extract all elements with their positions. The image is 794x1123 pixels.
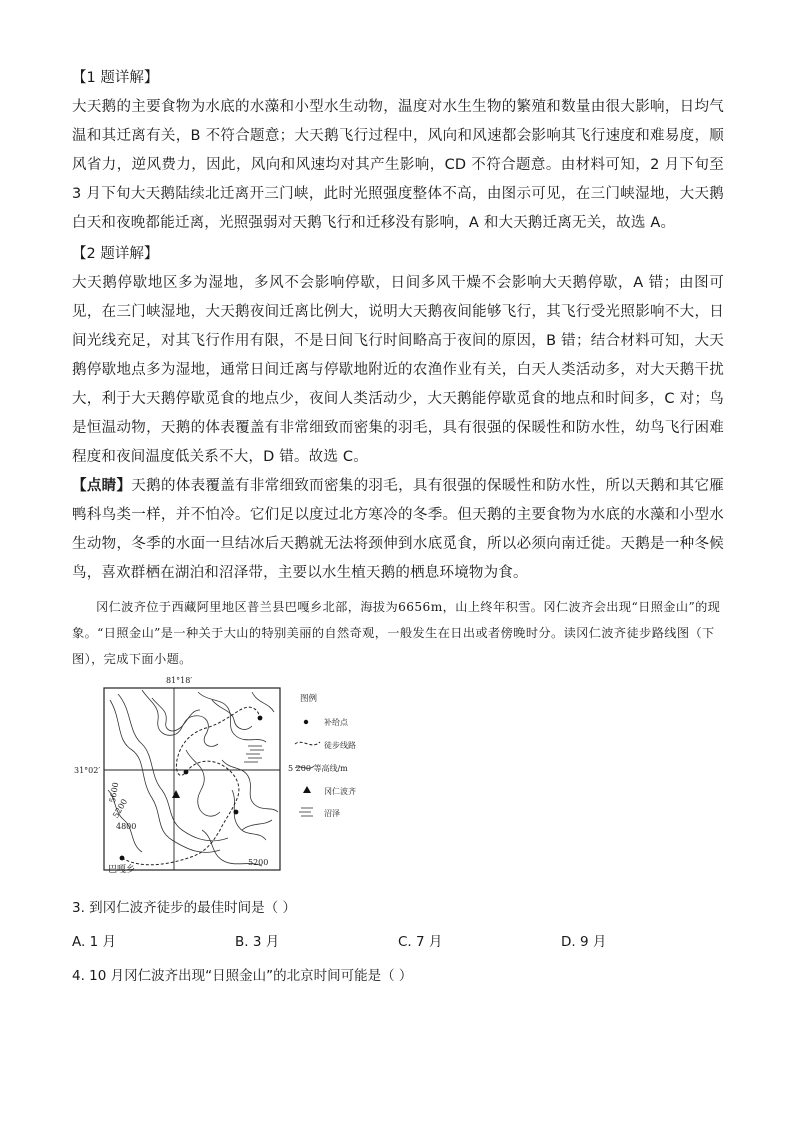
map-frame [104,688,280,870]
latitude-label: 31°02′ [74,766,101,775]
map-figure [102,680,402,888]
legend-label-supply: 补给点 [324,718,348,727]
legend-supply-symbol [304,720,308,724]
legend-label-marsh: 沼泽 [324,809,340,818]
longitude-label: 81°18′ [166,676,193,685]
legend-title: 图例 [300,694,318,704]
question-4-stem: 4. 10 月冈仁波齐出现“日照金山”的北京时间可能是（ ） [72,968,413,984]
question-intro: 冈仁波齐位于西藏阿里地区普兰县巴嘎乡北部，海拔为6656m，山上终年积雪。冈仁波齐会出现“日照金山”的现象。“日照金山”是一种关于大山的特别美丽的自然奇观，一般发生在日出或者傍晚时分。读冈仁波齐徒步路线图（下图），完成下面小题。 [72,600,721,666]
question-3-options [72,928,724,956]
section2-heading: 【2 题详解】 [72,246,159,262]
question-3-stem: 3. 到冈仁波齐徒步的最佳时间是（ ） [72,900,296,916]
option-c[interactable]: C. 7 月 [398,934,443,950]
option-a[interactable]: A. 1 月 [72,934,116,950]
tip-body: 天鹅的体表覆盖有非常细致而密集的羽毛，具有很强的保暖性和防水性，所以天鹅和其它雁鸭科鸟类一样，并不怕冷。它们足以度过北方寒冷的冬季。但天鹅的主要食物为水底的水藻和小型水生动物，冬季的水面一旦结冰后天鹅就无法将颈伸到水底觅食，所以必须向南迁徙。天鹅是一种冬候鸟，喜欢群栖在湖泊和沼泽带，主要以水生植天鹅的栖息环境物为食。 [72,478,724,581]
contour-label-5200-west: 5200 [111,797,130,820]
contour-label-4800: 4800 [116,822,137,831]
section2-body: 大天鹅停歇地区多为湿地，多风不会影响停歇，日间多风干燥不会影响大天鹅停歇，A 错；由图可见，在三门峡湿地，大天鹅夜间迁离比例大，说明大天鹅夜间能够飞行，其飞行受光照影响不大，日间光线充足，对其飞行作用有限，不是日间飞行时间略高于夜间的原因，B 错；结合材料可知，大天鹅停歇地点多为湿地，通常日间迁离与停歇地附近的农渔作业有关，白天人类活动多，对大天鹅干扰大，利于大天鹅停歇觅食的地点少，夜间人类活动少，大天鹅能停歇觅食的地点和时间多，C 对；鸟是恒温动物，天鹅的体表覆盖有非常细致而密集的羽毛，具有很强的保暖性和防水性，幼鸟飞行困难程度和夜间温度低关系不大，D 错。故选 C。 [72,275,724,465]
contour-label-5600: 5600 [107,781,121,804]
legend-peak-symbol [303,786,311,793]
legend-label-peak: 冈仁波齐 [324,787,356,796]
legend-label-contour: 5 200 等高线/m [288,764,348,773]
tip-paragraph [72,472,724,588]
place-label-baga: 巴嘎乡 [108,865,136,875]
option-b[interactable]: B. 3 月 [235,934,280,950]
tip-label: 【点睛】 [72,478,132,494]
section1-heading: 【1 题详解】 [72,70,159,86]
contour-label-5200-south: 5200 [248,858,269,867]
option-d[interactable]: D. 9 月 [561,934,607,950]
legend-label-route: 徒步线路 [324,741,356,750]
hiking-route-map [74,676,402,888]
document-page [72,64,724,990]
legend-marsh-symbol [299,808,313,816]
section1-body: 大天鹅的主要食物为水底的水藻和小型水生动物，温度对水生生物的繁殖和数量由很大影响，日均气温和其迁离有关，B 不符合题意；大天鹅飞行过程中，风向和风速都会影响其飞行速度和难易度，顺风省力，逆风费力，因此，风向和风速均对其产生影响，CD 不符合题意。由材料可知，2 月下旬至 3 月下旬大天鹅陆续北迁离开三门峡，此时光照强度整体不高，由图示可见，在三门峡湿地，大天鹅白天和夜晚都能迁离，光照强弱对天鹅飞行和迁移没有影响，A 和大天鹅迁离无关，故选 A。 [72,99,724,231]
legend-route-symbol [295,742,320,745]
